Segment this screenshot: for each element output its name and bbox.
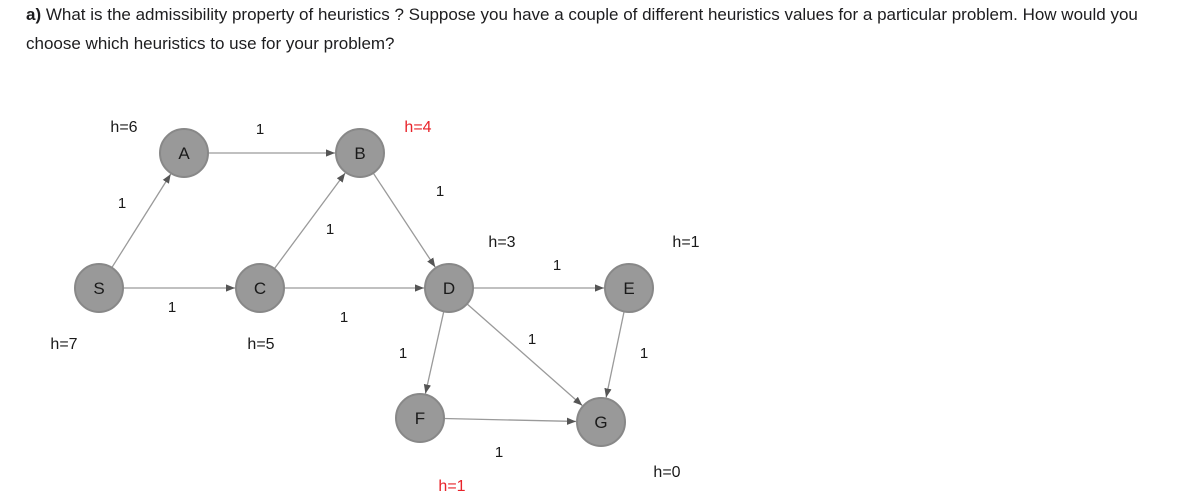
node-label-b: B [354,144,366,163]
heuristic-label-a: h=6 [110,119,138,136]
node-label-f: F [414,409,426,428]
node-label-a: A [178,144,190,163]
edge-f-g [444,419,576,422]
node-s [75,264,123,312]
node-label-d: D [442,279,456,298]
heuristic-label-e: h=1 [672,234,700,251]
edge-weight-d-g: 1 [527,331,537,348]
heuristic-label-s: h=7 [50,336,78,353]
node-label-s: S [93,279,105,298]
node-c [236,264,284,312]
edge-c-b [274,173,345,269]
question-label: a) [26,5,42,24]
question-body: What is the admissibility property of heuristics ? Suppose you have a couple of different heuristics values for a particular problem. How would you choose which heuristics to use for your problem? [26,5,1138,53]
heuristic-label-g: h=0 [653,464,681,481]
heuristic-label-d: h=3 [488,234,516,251]
node-e [605,264,653,312]
edge-s-a [112,174,171,268]
node-a [160,129,208,177]
node-label-c: C [253,279,267,298]
edge-e-g [606,311,624,397]
edge-weight-d-e: 1 [552,257,562,274]
node-d [425,264,473,312]
edges-layer [112,153,624,421]
node-label-g: G [594,413,608,432]
edge-weight-f-g: 1 [494,444,504,461]
node-g [577,398,625,446]
edge-weight-b-d: 1 [435,183,445,200]
node-f [396,394,444,442]
edge-weight-s-a: 1 [117,195,127,212]
edge-weight-s-c: 1 [167,299,177,316]
heuristic-label-b: h=4 [404,119,432,136]
edge-weight-c-d: 1 [339,309,349,326]
edge-weight-c-b: 1 [325,221,335,238]
edge-weight-e-g: 1 [639,345,649,362]
node-b [336,129,384,177]
heuristic-label-f: h=1 [438,478,466,495]
edge-d-f [425,311,443,393]
heuristic-label-c: h=5 [247,336,275,353]
edge-weight-d-f: 1 [398,345,408,362]
edge-b-d [373,173,435,267]
node-label-e: E [623,279,635,298]
edge-d-g [467,304,582,406]
edge-weight-a-b: 1 [255,121,265,138]
